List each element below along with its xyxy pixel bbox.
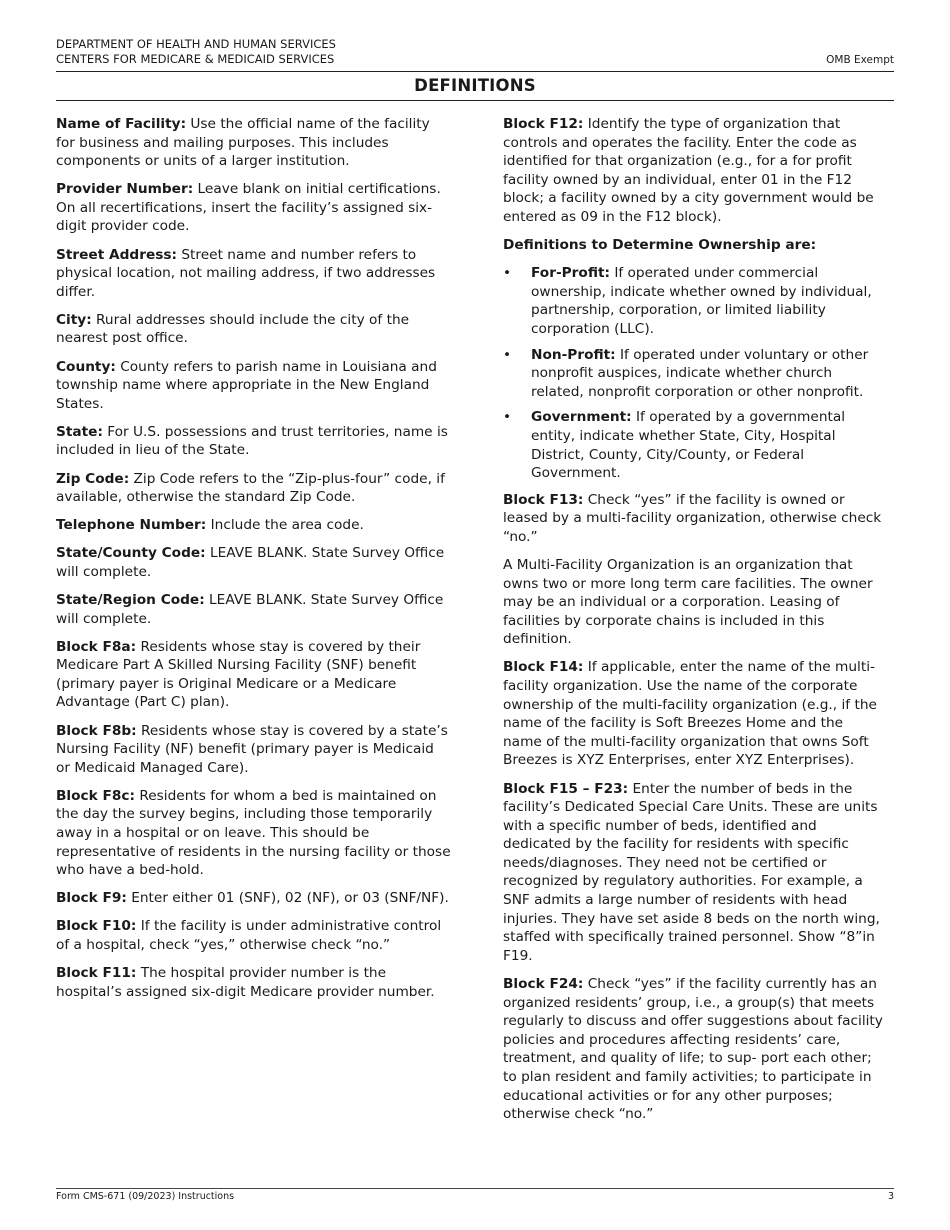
definition-text: Identify the type of organization that controls and operates the facility. Enter the code as identified for that organization (e.g., for a for profit facility owned by an individual, enter 01 in the F12 block; a facility owned by a city government would be entered as 09 in the F12 block). (503, 116, 874, 225)
list-item-non-profit (503, 346, 883, 402)
term: Provider Number: (56, 181, 194, 198)
definition-text: If operated by a governmental entity, indicate whether State, City, Hospital District, County, City/County, or Federal Government. (531, 409, 846, 482)
definition-text: Enter either 01 (SNF), 02 (NF), or 03 (SNF/NF). (126, 890, 449, 907)
term: State/Region Code: (56, 591, 205, 608)
term: Zip Code: (56, 470, 130, 487)
definition-text: The hospital provider number is the hospital’s assigned six-digit Medicare provider number. (56, 965, 435, 1000)
definition-block-f8b (56, 722, 451, 778)
agency-line-1: DEPARTMENT OF HEALTH AND HUMAN SERVICES (56, 37, 336, 51)
multi-facility-organization-text: A Multi-Facility Organization is an organization that owns two or more long term care facilities. The owner may be an individual or a corporation. Leasing of facilities by corporate chains is included in this definition. (503, 556, 873, 648)
page-title: DEFINITIONS (414, 76, 536, 95)
omb-status: OMB Exempt (826, 54, 894, 66)
definition-block-f13 (503, 491, 883, 547)
bullet-icon: • (503, 409, 512, 426)
term: Block F9: (56, 890, 127, 907)
term: City: (56, 311, 92, 328)
definition-state-county-code (56, 544, 451, 581)
ownership-heading (503, 236, 883, 255)
definition-text: Residents whose stay is covered by their Medicare Part A Skilled Nursing Facility (SNF) benefit (primary payer is Original Medicare or a Medicare Advantage (Part C) plan). (56, 638, 421, 711)
footer-rule (56, 1188, 894, 1189)
header-rule (56, 71, 894, 72)
definition-text: Zip Code refers to the “Zip-plus-four” code, if available, otherwise the standard Zip Code. (56, 470, 445, 506)
term: Block F8c: (56, 787, 135, 804)
definition-text: County refers to parish name in Louisiana and township name where appropriate in the New England States. (56, 358, 437, 412)
list-item-for-profit (503, 264, 883, 338)
definition-state-region-code (56, 591, 451, 628)
term: Block F12: (503, 116, 584, 132)
term: State: (56, 423, 103, 440)
term: Street Address: (56, 246, 178, 263)
title-rule (56, 100, 894, 101)
definition-street-address (56, 246, 451, 302)
definition-block-f14 (503, 658, 883, 770)
definition-text: LEAVE BLANK. State Survey Office will complete. (56, 591, 444, 627)
term: Telephone Number: (56, 517, 207, 534)
definition-block-f12 (503, 115, 883, 227)
term: For-Profit: (531, 265, 610, 282)
list-item-government (503, 408, 883, 482)
definition-text: Leave blank on initial certifications. On all recertifications, insert the facility’s assigned six-digit provider code. (56, 181, 441, 235)
definition-text: Residents whose stay is covered by a state’s Nursing Facility (NF) benefit (primary payer is Medicaid or Medicaid Managed Care). (56, 722, 448, 776)
definition-block-f9 (56, 889, 451, 908)
term: Block F24: (503, 975, 584, 992)
definition-text: If operated under voluntary or other nonprofit auspices, indicate whether church related, nonprofit corporation or other nonprofit. (531, 346, 869, 400)
definition-telephone-number (56, 516, 451, 535)
ownership-heading-text: Definitions to Determine Ownership are: (503, 237, 817, 254)
definition-block-f15-f23 (503, 780, 883, 966)
left-column (56, 115, 451, 1011)
definition-text: If operated under commercial ownership, indicate whether owned by individual, partnership, corporation, or limited liability corporation (LLC). (531, 265, 872, 337)
definition-text: If applicable, enter the name of the multi-facility organization. Use the name of the corporate ownership of the multi-facility organization (e.g., if the name of the facility is Soft Breezes Home and the name of the multi-facility organization that owns Soft Breezes is XYZ Enterprises, enter XYZ Enterprises). (503, 659, 877, 769)
term: State/County Code: (56, 545, 206, 562)
definition-block-f24 (503, 975, 883, 1124)
definition-text: If the facility is under administrative control of a hospital, check “yes,” otherwise check “no.” (56, 918, 442, 953)
term: Block F8a: (56, 638, 137, 655)
definition-text: Include the area code. (206, 517, 364, 534)
ownership-list (503, 264, 883, 483)
page-footer (56, 1190, 894, 1203)
definition-text: Rural addresses should include the city of the nearest post office. (56, 311, 410, 347)
definition-zip-code (56, 470, 451, 507)
term: Non-Profit: (531, 346, 616, 363)
definition-text: Enter the number of beds in the facility’s Dedicated Special Care Units. These are units with a specific number of beds, identified and dedicated by the facility for residents with specific needs/diagnoses. They need not be certified or recognized by regulatory authorities. For example, a SNF admits a large number of residents with head injuries. They have set aside 8 beds on the north wing, staffed with specifically trained personnel. Show “8”in F19. (503, 780, 880, 964)
definition-city (56, 311, 451, 348)
form-identifier: Form CMS-671 (09/2023) Instructions (56, 1191, 235, 1202)
definition-provider-number (56, 180, 451, 236)
bullet-icon: • (503, 265, 512, 282)
definition-block-f10 (56, 917, 451, 954)
term: Government: (531, 409, 632, 426)
term: Block F14: (503, 659, 584, 676)
term: County: (56, 358, 116, 375)
definition-text: Check “yes” if the facility is owned or leased by a multi-facility organization, otherwise check “no.” (503, 491, 882, 545)
definition-block-f11 (56, 964, 451, 1001)
page-header (56, 37, 894, 67)
definition-state (56, 423, 451, 460)
term: Block F13: (503, 491, 584, 508)
definition-block-f8a (56, 638, 451, 712)
definition-text: Street name and number refers to physical location, not mailing address, if two addresses differ. (56, 246, 436, 300)
definition-text: Check “yes” if the facility currently has an organized residents’ group, i.e., a group(s) that meets regularly to discuss and offer suggestions about facility policies and procedures affecting residents’ care, treatment, and quality of life; to sup- port each other; to plan resident and family activities; to participate in educational activities or for any other purposes; otherwise check “no.” (503, 975, 883, 1123)
term: Name of Facility: (56, 116, 187, 132)
definition-text: LEAVE BLANK. State Survey Office will complete. (56, 545, 445, 580)
agency-line-2: CENTERS FOR MEDICARE & MEDICAID SERVICES (56, 52, 335, 66)
page-number: 3 (887, 1191, 894, 1202)
definition-name-of-facility (56, 115, 451, 171)
right-column (503, 115, 883, 1133)
definition-text: Use the official name of the facility for business and mailing purposes. This includes components or units of a larger institution. (56, 116, 430, 170)
term: Block F11: (56, 965, 137, 982)
definition-text: For U.S. possessions and trust territories, name is included in lieu of the State. (56, 423, 448, 459)
term: Block F8b: (56, 722, 137, 739)
term: Block F15 – F23: (503, 780, 629, 797)
definition-county (56, 358, 451, 414)
definition-text: Residents for whom a bed is maintained on the day the survey begins, including those temporarily away in a hospital or on leave. This should be representative of residents in the nursing facility or those who have a bed-hold. (56, 787, 451, 879)
definition-block-f8c (56, 787, 451, 880)
bullet-icon: • (503, 346, 512, 363)
term: Block F10: (56, 918, 137, 935)
